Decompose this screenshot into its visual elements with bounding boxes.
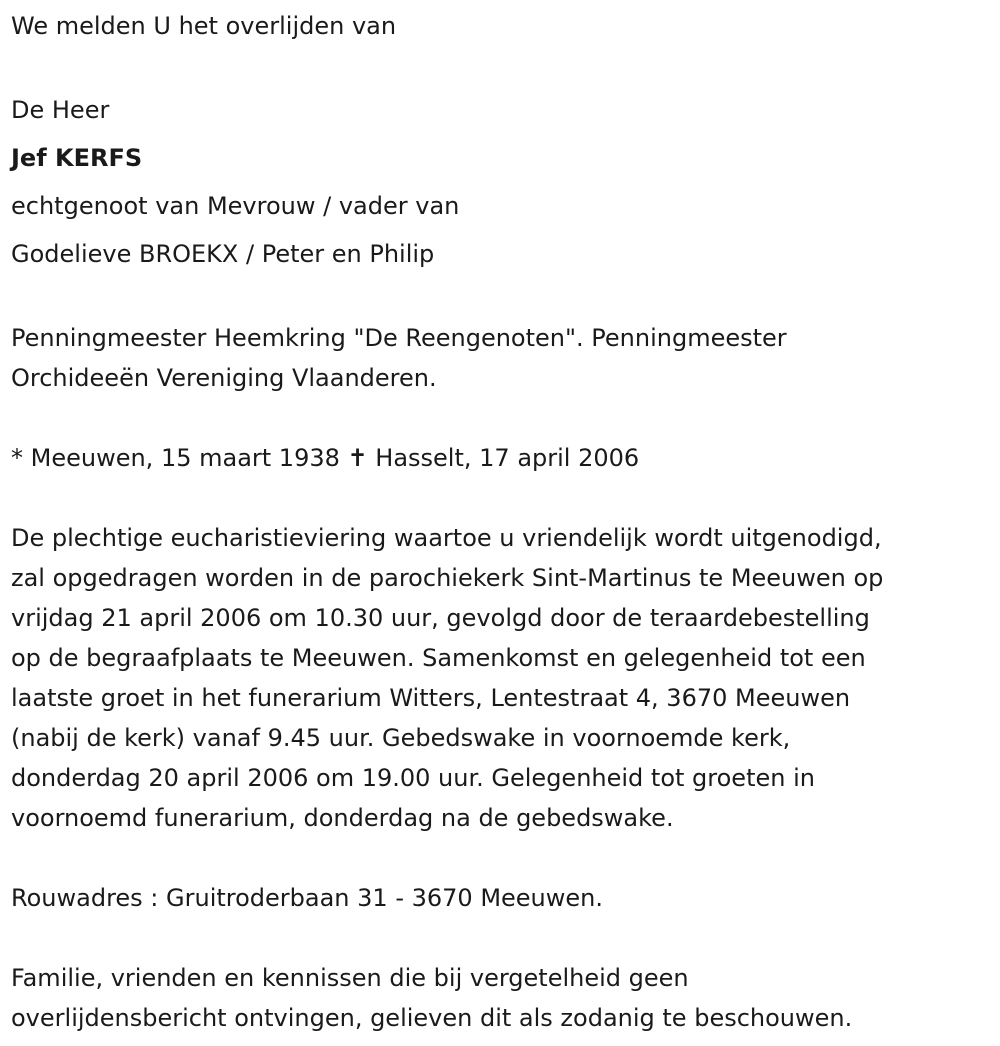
ceremony-line: (nabij de kerk) vanaf 9.45 uur. Gebedswake in voornoemde kerk,	[11, 724, 791, 752]
honorific: De Heer	[11, 96, 110, 124]
ceremony-line: vrijdag 21 april 2006 om 10.30 uur, gevolgd door de teraardebestelling	[11, 604, 870, 632]
spacer	[11, 918, 1000, 958]
spacer	[11, 398, 1000, 438]
ceremony-line: voornoemd funerarium, donderdag na de gebedswake.	[11, 804, 674, 832]
deceased-name: Jef KERFS	[11, 144, 143, 172]
spacer	[11, 278, 1000, 318]
closing-line: Familie, vrienden en kennissen die bij vergetelheid geen	[11, 964, 689, 992]
relation-line: Godelieve BROEKX / Peter en Philip	[11, 240, 435, 268]
dates-line	[11, 438, 1000, 478]
mourning-address: Rouwadres : Gruitroderbaan 31 - 3670 Meeuwen.	[11, 884, 603, 912]
roles-line: Penningmeester Heemkring "De Reengenoten". Penningmeester	[11, 324, 787, 352]
ceremony-line: laatste groet in het funerarium Witters, Lentestraat 4, 3670 Meeuwen	[11, 684, 851, 712]
birth-info: * Meeuwen, 15 maart 1938	[11, 444, 340, 472]
ceremony-line: zal opgedragen worden in de parochiekerk Sint-Martinus te Meeuwen op	[11, 564, 884, 592]
death-info: Hasselt, 17 april 2006	[375, 444, 640, 472]
relation-line: echtgenoot van Mevrouw / vader van	[11, 192, 460, 220]
roles-line: Orchideeën Vereniging Vlaanderen.	[11, 364, 437, 392]
spacer	[11, 46, 1000, 86]
spacer	[11, 478, 1000, 518]
cross-icon: ✝	[347, 444, 368, 472]
spacer	[11, 838, 1000, 878]
ceremony-line: donderdag 20 april 2006 om 19.00 uur. Gelegenheid tot groeten in	[11, 764, 815, 792]
ceremony-line: De plechtige eucharistieviering waartoe u vriendelijk wordt uitgenodigd,	[11, 524, 882, 552]
closing-line: overlijdensbericht ontvingen, gelieven dit als zodanig te beschouwen.	[11, 1004, 853, 1032]
intro-text: We melden U het overlijden van	[11, 12, 397, 40]
ceremony-line: op de begraafplaats te Meeuwen. Samenkomst en gelegenheid tot een	[11, 644, 866, 672]
ceremony-paragraph	[11, 518, 1000, 838]
